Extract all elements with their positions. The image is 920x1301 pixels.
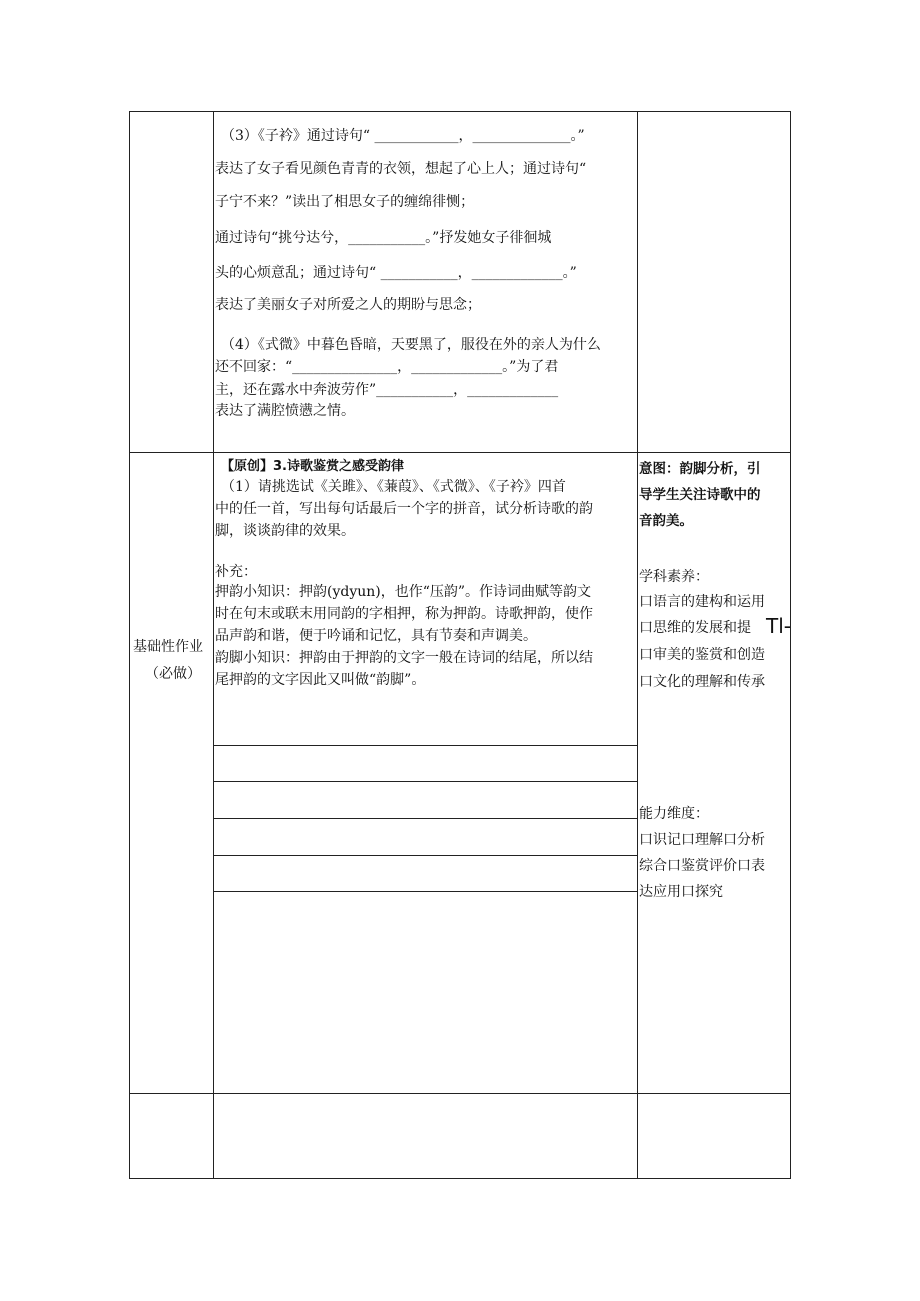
ability-line: 达应用口探究 bbox=[639, 884, 723, 900]
supplement-label: 补充： bbox=[215, 564, 257, 580]
supplement-line: 尾押韵的文字因此又叫做“韵脚”。 bbox=[215, 672, 426, 688]
row1-line: （3）《子衿》通过诗句“ ____________，______________。” bbox=[221, 128, 585, 144]
task-line: 脚，谈谈韵律的效果。 bbox=[215, 523, 355, 539]
task-title: 【原创】3.诗歌鉴赏之感受韵律 bbox=[221, 459, 404, 474]
row1-line: 子宁不来？”读出了相思女子的缠绵徘恻； bbox=[215, 194, 475, 210]
row-divider-2 bbox=[129, 1093, 791, 1094]
row-divider-1 bbox=[129, 452, 791, 453]
intent-line: 导学生关注诗歌中的 bbox=[639, 487, 761, 503]
row1-line: 通过诗句“挑兮达兮，___________。”抒发她女子徘徊城 bbox=[215, 230, 552, 246]
row2-label: 基础性作业 bbox=[133, 639, 203, 655]
ability-title: 能力维度： bbox=[639, 806, 709, 822]
literacy-suffix: Tl- bbox=[766, 614, 791, 638]
row1-line: （4）《式微》中暮色昏暗，天要黑了，服役在外的亲人为什么 bbox=[221, 337, 601, 353]
supplement-line: 时在句末或联末用同韵的字相押，称为押韵。诗歌押韵，使作 bbox=[215, 606, 593, 622]
literacy-title: 学科素养： bbox=[639, 569, 709, 585]
ability-line: 口识记口理解口分析 bbox=[639, 832, 765, 848]
intent-line: 意图：韵脚分析，引 bbox=[639, 461, 761, 477]
answer-line[interactable] bbox=[213, 891, 637, 892]
supplement-line: 韵脚小知识：押韵由于押韵的文字一般在诗词的结尾，所以结 bbox=[215, 650, 593, 666]
supplement-line: 押韵小知识：押韵(ydyun)，也作“压韵”。作诗词曲赋等韵文 bbox=[215, 584, 592, 600]
supplement-line: 品声韵和谐，便于吟诵和记忆，具有节奏和声调美。 bbox=[215, 628, 537, 644]
table-bottom-border bbox=[129, 1178, 791, 1179]
table-left-border bbox=[129, 111, 130, 1179]
literacy-item: 口语言的建构和运用 bbox=[639, 594, 765, 610]
ability-line: 综合口鉴赏评价口表 bbox=[639, 858, 765, 874]
answer-line[interactable] bbox=[213, 818, 637, 819]
literacy-item: 口审美的鉴赏和创造 bbox=[639, 647, 765, 663]
table-top-border bbox=[129, 111, 791, 112]
literacy-item: 口文化的理解和传承 bbox=[639, 674, 765, 690]
table-col-divider-2 bbox=[637, 111, 638, 1179]
answer-line[interactable] bbox=[213, 855, 637, 856]
table-col-divider-1 bbox=[213, 111, 214, 1179]
task-line: 中的任一首，写出每句话最后一个字的拼音，试分析诗歌的韵 bbox=[215, 501, 593, 517]
intent-line: 音韵美。 bbox=[639, 513, 693, 529]
row1-line: 主，还在露水中奔波劳作”___________，_____________ bbox=[215, 382, 559, 398]
row1-line: 还不回家：“_______________，_____________。”为了君 bbox=[215, 359, 559, 375]
row1-line: 头的心烦意乱；通过诗句“ ___________，_____________。” bbox=[215, 265, 577, 281]
answer-line[interactable] bbox=[213, 745, 637, 746]
literacy-item: 口思维的发展和提 bbox=[639, 620, 751, 636]
row1-line: 表达了女子看见颜色青青的衣领，想起了心上人；通过诗句“ bbox=[215, 161, 587, 177]
row1-line: 表达了满腔愤懑之情。 bbox=[215, 403, 355, 419]
row2-label-note: （必做） bbox=[145, 666, 201, 682]
answer-line[interactable] bbox=[213, 781, 637, 782]
task-line: （1）请挑选试《关雎》、《蒹葭》、《式微》、《子衿》四首 bbox=[221, 479, 566, 495]
row1-line: 表达了美丽女子对所爱之人的期盼与思念； bbox=[215, 297, 481, 313]
table-right-border bbox=[790, 111, 791, 1179]
